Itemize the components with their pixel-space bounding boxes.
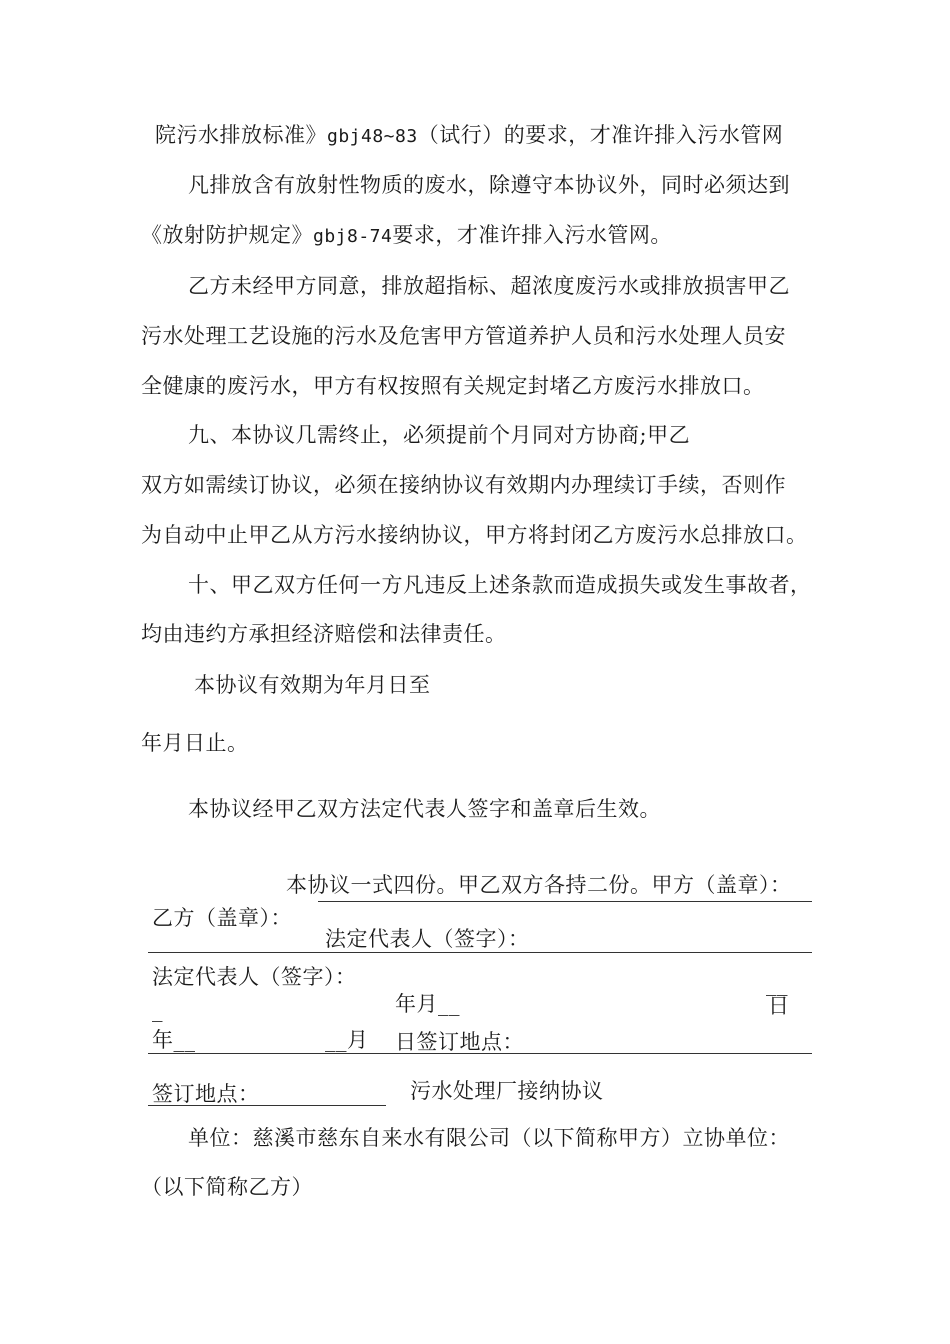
- signing-place-a-label: 日签订地点：: [395, 1030, 524, 1054]
- paragraph-line: 双方如需续订协议，必须在接纳协议有效期内办理续订手续，否则作: [141, 473, 786, 497]
- paragraph-line: 九、本协议几需终止，必须提前个月同对方协商;甲乙: [188, 423, 691, 447]
- paragraph-line: 十、甲乙双方任何一方凡违反上述条款而造成损失或发生事故者，: [188, 573, 812, 597]
- copies-clause: 本协议一式四份。甲乙双方各持二份。甲方（盖章）：: [286, 873, 792, 897]
- signature-line: [148, 952, 812, 953]
- day-label: 日: [768, 994, 790, 1018]
- unit-clause: 单位：慈溪市慈东自来水有限公司（以下简称甲方）立协单位：: [188, 1126, 790, 1150]
- paragraph-line: 全健康的废污水，甲方有权按照有关规定封堵乙方废污水排放口。: [141, 374, 765, 398]
- date-field-a: 年月__: [395, 992, 460, 1016]
- signature-line: [318, 901, 812, 902]
- standard-code: gbj8-74: [313, 226, 393, 247]
- party-a-representative-label: 法定代表人（签字）：: [325, 927, 530, 951]
- signing-place-b-label: 签订地点：: [152, 1082, 260, 1106]
- paragraph-line: 院污水排放标准》gbj48~83（试行）的要求，才准许排入污水管网: [155, 123, 784, 147]
- year-field-b: 年__: [152, 1028, 196, 1052]
- party-b-seal-label: 乙方（盖章）：: [152, 906, 292, 930]
- month-field-b: __月: [325, 1028, 369, 1052]
- agreement-title: 污水处理厂接纳协议: [410, 1079, 604, 1103]
- effective-clause: 本协议经甲乙双方法定代表人签字和盖章后生效。: [188, 797, 661, 821]
- unit-clause-continued: （以下简称乙方）: [141, 1175, 313, 1199]
- party-b-representative-label: 法定代表人（签字）：: [152, 965, 357, 989]
- blank-mark: _: [152, 998, 163, 1022]
- paragraph-line: 为自动中止甲乙从方污水接纳协议，甲方将封闭乙方废污水总排放口。: [141, 523, 808, 547]
- day-blank: __: [766, 972, 788, 996]
- signature-line: [148, 1105, 386, 1106]
- paragraph-line: 《放射防护规定》gbj8-74要求，才准许排入污水管网。: [141, 223, 672, 247]
- validity-period-end: 年月日止。: [141, 731, 249, 755]
- validity-period: 本协议有效期为年月日至: [194, 673, 431, 697]
- paragraph-line: 均由违约方承担经济赔偿和法律责任。: [141, 622, 507, 646]
- paragraph-line: 污水处理工艺设施的污水及危害甲方管道养护人员和污水处理人员安: [141, 324, 786, 348]
- signature-line: [148, 1053, 812, 1054]
- standard-code: gbj48~83: [327, 126, 418, 147]
- paragraph-line: 凡排放含有放射性物质的废水，除遵守本协议外，同时必须达到: [188, 173, 790, 197]
- paragraph-line: 乙方未经甲方同意，排放超指标、超浓度废污水或排放损害甲乙: [188, 274, 790, 298]
